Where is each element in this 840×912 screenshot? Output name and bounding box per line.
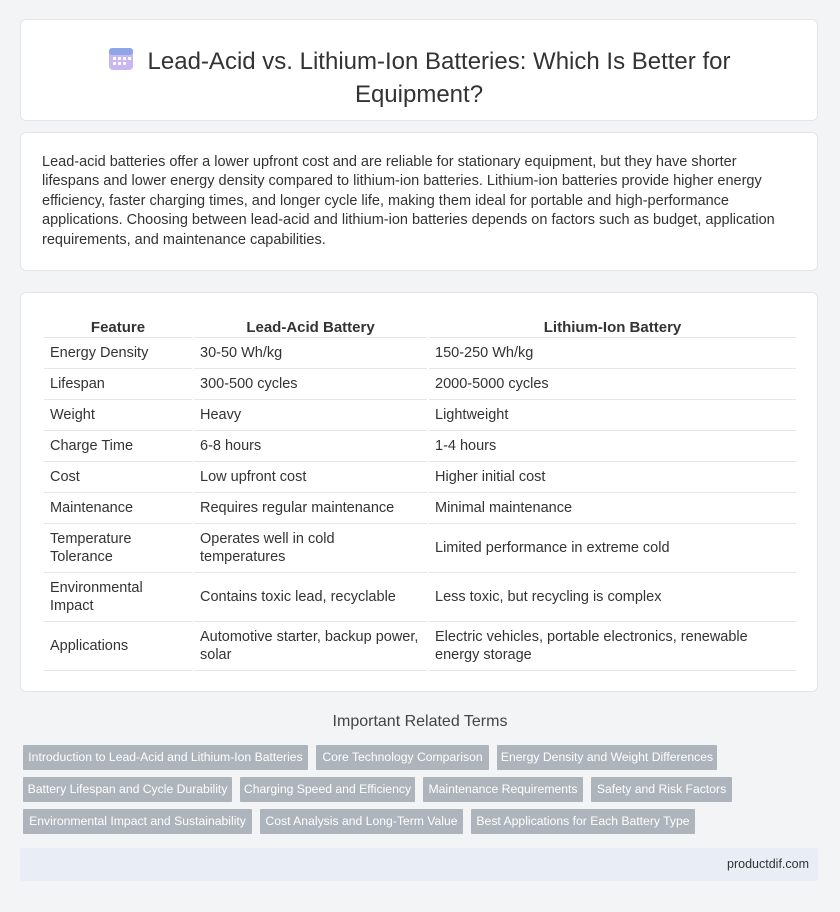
- table-row: [44, 622, 796, 671]
- lithium-ion-cell: 1-4 hours: [429, 431, 796, 462]
- feature-cell: Maintenance: [44, 493, 192, 524]
- feature-cell: Applications: [44, 622, 192, 671]
- lithium-ion-cell: Less toxic, but recycling is complex: [429, 573, 796, 622]
- lead-acid-cell: Heavy: [194, 400, 427, 431]
- lead-acid-cell: Contains toxic lead, recyclable: [194, 573, 427, 622]
- lead-acid-cell: 6-8 hours: [194, 431, 427, 462]
- related-terms-heading: Important Related Terms: [332, 713, 508, 730]
- lead-acid-cell: 30-50 Wh/kg: [194, 338, 427, 369]
- lead-acid-cell: Requires regular maintenance: [194, 493, 427, 524]
- related-term-tag[interactable]: Battery Lifespan and Cycle Durability: [23, 777, 232, 802]
- intro-card: [20, 132, 818, 271]
- header-lead-acid: Lead-Acid Battery: [194, 317, 427, 338]
- related-term-tag[interactable]: Introduction to Lead-Acid and Lithium-Ion Batteries: [23, 745, 308, 770]
- lead-acid-cell: Low upfront cost: [194, 462, 427, 493]
- table-row: [44, 573, 796, 622]
- feature-cell: Weight: [44, 400, 192, 431]
- table-row: [44, 338, 796, 369]
- footer-site[interactable]: productdif.com: [727, 857, 809, 871]
- feature-cell: Energy Density: [44, 338, 192, 369]
- related-term-tag[interactable]: Best Applications for Each Battery Type: [471, 809, 695, 834]
- comparison-table: [42, 317, 798, 671]
- related-term-tag[interactable]: Safety and Risk Factors: [591, 777, 732, 802]
- title-card: [20, 19, 818, 121]
- related-term-tag[interactable]: Charging Speed and Efficiency: [240, 777, 415, 802]
- header-feature: Feature: [44, 317, 192, 338]
- lead-acid-cell: Automotive starter, backup power, solar: [194, 622, 427, 671]
- related-term-tag[interactable]: Core Technology Comparison: [316, 745, 489, 770]
- lithium-ion-cell: Minimal maintenance: [429, 493, 796, 524]
- intro-text: Lead-acid batteries offer a lower upfront cost and are reliable for stationary equipment, but they have shorter lifespans and lower energy density compared to lithium-ion batteries. Lithium-ion batteries provide higher energy efficiency, faster charging times, and longer cycle life, making them ideal for portable and high-performance applications. Choosing between lead-acid and lithium-ion batteries depends on factors such as budget, application requirements, and maintenance capabilities.: [42, 154, 775, 248]
- lead-acid-cell: 300-500 cycles: [194, 369, 427, 400]
- feature-cell: Charge Time: [44, 431, 192, 462]
- feature-cell: Cost: [44, 462, 192, 493]
- lithium-ion-cell: Higher initial cost: [429, 462, 796, 493]
- table-row: [44, 462, 796, 493]
- calendar-icon: [108, 46, 134, 80]
- table-row: [44, 369, 796, 400]
- header-lithium-ion: Lithium-Ion Battery: [429, 317, 796, 338]
- related-term-tag[interactable]: Energy Density and Weight Differences: [497, 745, 717, 770]
- footer: [20, 848, 818, 881]
- lithium-ion-cell: 2000-5000 cycles: [429, 369, 796, 400]
- lithium-ion-cell: Electric vehicles, portable electronics, renewable energy storage: [429, 622, 796, 671]
- feature-cell: Environmental Impact: [44, 573, 192, 622]
- table-row: [44, 400, 796, 431]
- table-row: [44, 524, 796, 573]
- page-title-text: Lead-Acid vs. Lithium-Ion Batteries: Which Is Better for Equipment?: [147, 48, 731, 108]
- feature-cell: Lifespan: [44, 369, 192, 400]
- lead-acid-cell: Operates well in cold temperatures: [194, 524, 427, 573]
- lithium-ion-cell: Limited performance in extreme cold: [429, 524, 796, 573]
- related-term-tag[interactable]: Environmental Impact and Sustainability: [23, 809, 252, 834]
- feature-cell: Temperature Tolerance: [44, 524, 192, 573]
- related-term-tag[interactable]: Cost Analysis and Long-Term Value: [260, 809, 463, 834]
- lithium-ion-cell: 150-250 Wh/kg: [429, 338, 796, 369]
- related-term-tag[interactable]: Maintenance Requirements: [423, 777, 583, 802]
- lithium-ion-cell: Lightweight: [429, 400, 796, 431]
- comparison-card: [20, 292, 818, 692]
- page-title: [21, 46, 817, 110]
- table-row: [44, 493, 796, 524]
- table-row: [44, 431, 796, 462]
